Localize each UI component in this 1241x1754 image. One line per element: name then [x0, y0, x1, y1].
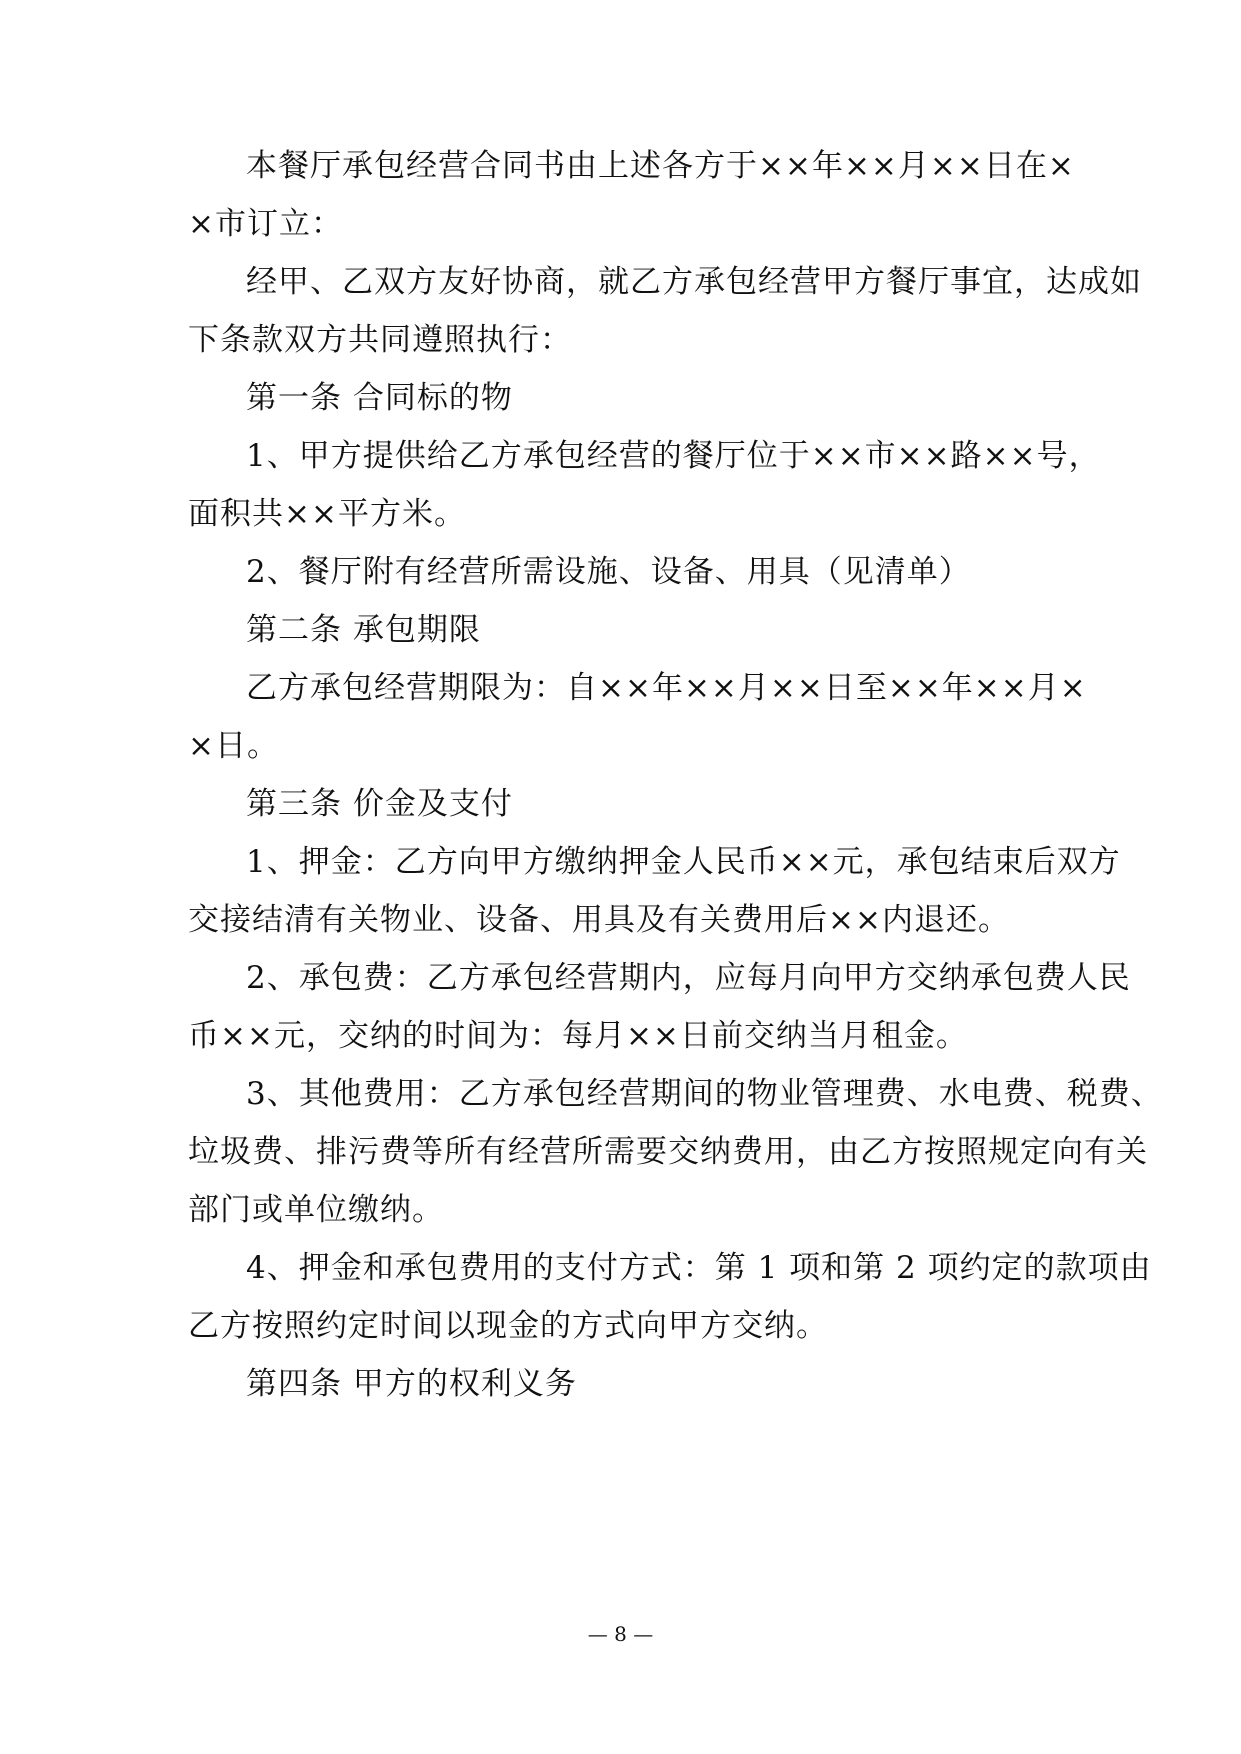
text-line: 乙方按照约定时间以现金的方式向甲方交纳。 — [188, 1308, 828, 1344]
text-line: 2、餐厅附有经营所需设施、设备、用具（见清单） — [246, 554, 971, 590]
text-line: 本餐厅承包经营合同书由上述各方于××年××月××日在× — [246, 148, 1075, 184]
text-line: 垃圾费、排污费等所有经营所需要交纳费用，由乙方按照规定向有关 — [188, 1134, 1148, 1170]
text-line: ×日。 — [188, 728, 279, 764]
text-line: 经甲、乙双方友好协商，就乙方承包经营甲方餐厅事宜，达成如 — [246, 264, 1142, 300]
text-line: 2、承包费：乙方承包经营期内，应每月向甲方交纳承包费人民 — [246, 960, 1131, 996]
text-line: 币××元，交纳的时间为：每月××日前交纳当月租金。 — [188, 1018, 968, 1054]
section-heading: 第一条 合同标的物 — [246, 380, 513, 416]
section-heading: 第三条 价金及支付 — [246, 786, 513, 822]
text-line: 1、押金：乙方向甲方缴纳押金人民币××元，承包结束后双方 — [246, 844, 1121, 880]
section-heading: 第二条 承包期限 — [246, 612, 481, 648]
text-line: 乙方承包经营期限为：自××年××月××日至××年××月× — [246, 670, 1087, 706]
text-line: 面积共××平方米。 — [188, 496, 466, 532]
text-line: 3、其他费用：乙方承包经营期间的物业管理费、水电费、税费、 — [246, 1076, 1163, 1112]
text-line: 部门或单位缴纳。 — [188, 1192, 444, 1228]
text-line: 下条款双方共同遵照执行： — [188, 322, 572, 358]
section-heading: 第四条 甲方的权利义务 — [246, 1366, 577, 1402]
text-line: 4、押金和承包费用的支付方式：第 1 项和第 2 项约定的款项由 — [246, 1250, 1152, 1286]
text-line: 交接结清有关物业、设备、用具及有关费用后××内退还。 — [188, 902, 1010, 938]
page-number: — 8 — — [587, 1622, 654, 1646]
text-line: 1、甲方提供给乙方承包经营的餐厅位于××市××路××号， — [246, 438, 1101, 474]
text-line: ×市订立： — [188, 206, 343, 242]
